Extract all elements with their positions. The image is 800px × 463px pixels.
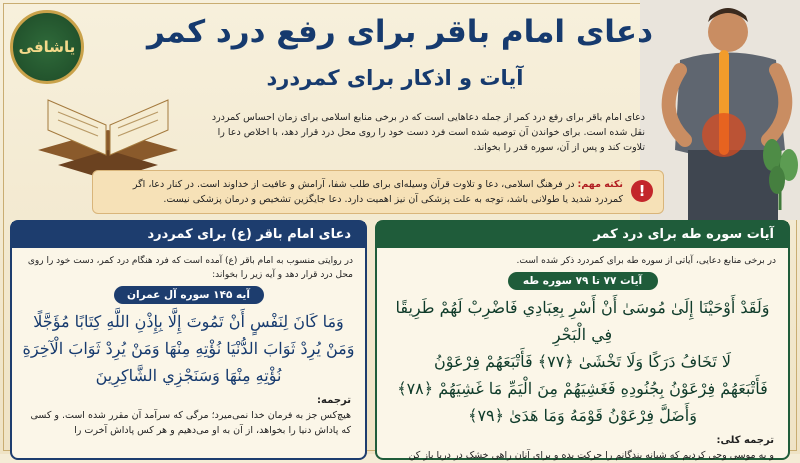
note-label: نکته مهم:: [577, 179, 623, 190]
panel-description: در روایتی منسوب به امام باقر (ع) آمده است که فرد هنگام درد کمر، دست خود را روی محل درد قرار دهد و آیه زیر را بخواند:: [27, 256, 353, 280]
verse-line: فَأَتْبَعَهُمْ فِرْعَوْنُ بِجُنُودِهِ فَغَشِيَهُمْ مِنَ الْيَمِّ مَا غَشِيَهُمْ ﴿٧٨﴾: [397, 379, 768, 398]
taha-verses-panel: [375, 220, 790, 460]
panel-description: در برخی منابع دعایی، آیاتی از سوره طه برای کمردرد ذکر شده است.: [516, 256, 776, 266]
translation-label: ترجمه:: [317, 395, 351, 406]
translation-label: ترجمه کلی:: [716, 435, 774, 446]
verse-line: نُؤْتِهِ مِنْهَا وَسَنَجْزِي الشَّاكِرِينَ: [95, 366, 282, 385]
translation-text: و به موسی وحی کردیم که شبانه بندگانم را حرکت بده و برای آنان راهی خشک در دریا باز کن: [408, 450, 774, 461]
intro-text: دعای امام باقر برای رفع درد کمر از جمله دعاهایی است که در برخی منابع اسلامی برای زمان احساس کمردرد نقل شده است. برای خواندن آن توصیه شده است فرد دست خود را روی محل درد قرار دهد، با اخلاص دعا را تلاوت کند و پس از آن، سوره قدر را بخواند.: [211, 112, 645, 153]
panel-heading: آیات سوره طه برای درد کمر: [377, 222, 788, 248]
badge-text: یاشافی: [18, 38, 76, 56]
note-body: در فرهنگ اسلامی، دعا و تلاوت قرآن وسیله‌ای برای طلب شفا، آرامش و عافیت از خداوند است. در کنار دعا، اگر کمردرد شدید یا طولانی باشد، توجه به علت پزشکی آن نیز اهمیت دارد. دعا جایگزین تشخیص و درمان پزشکی نیست.: [132, 179, 623, 205]
verse-line: وَمَا كَانَ لِنَفْسٍ أَنْ تَمُوتَ إِلَّا بِإِذْنِ اللَّهِ كِتَابًا مُؤَجَّلًا: [33, 312, 344, 331]
verse-line: لَا تَخَافُ دَرَكًا وَلَا تَخْشَىٰ ﴿٧٧﴾ فَأَتْبَعَهُمْ فِرْعَوْنُ: [433, 352, 732, 371]
verse-line: وَمَنْ يُرِدْ ثَوَابَ الدُّنْيَا نُؤْتِهِ مِنْهَا وَمَنْ يُرِدْ ثَوَابَ الْآخِرَةِ: [22, 339, 355, 358]
page-title: دعای امام باقر برای رفع درد کمر: [147, 14, 653, 50]
translation-text: هیچ‌کس جز به فرمان خدا نمی‌میرد؛ مرگی که سرآمد آن مقرر شده است. و کسی که پاداش دنیا را بخواهد، از آن به او می‌دهیم و هر کس پاداش آخرت را: [30, 410, 351, 436]
verse-line: وَلَقَدْ أَوْحَيْنَا إِلَىٰ مُوسَىٰ أَنْ أَسْرِ بِعِبَادِي فَاضْرِبْ لَهُمْ طَرِيقًا فِي الْبَحْرِ: [395, 298, 770, 344]
page-subtitle: آیات و اذکار برای کمردرد: [266, 66, 524, 90]
note-text: [103, 177, 623, 207]
verse-line: وَأَضَلَّ فِرْعَوْنُ قَوْمَهُ وَمَا هَدَىٰ ﴿٧٩﴾: [468, 406, 697, 425]
warning-icon: !: [631, 180, 653, 202]
important-note: [92, 170, 664, 214]
verse-reference-pill: آیه ۱۴۵ سوره آل عمران: [114, 286, 264, 304]
imam-baqir-dua-panel: [10, 220, 367, 460]
verse-reference-pill: آیات ۷۷ تا ۷۹ سوره طه: [508, 272, 658, 290]
panel-heading: دعای امام باقر (ع) برای کمردرد: [12, 222, 365, 248]
plant-icon: [762, 120, 798, 210]
